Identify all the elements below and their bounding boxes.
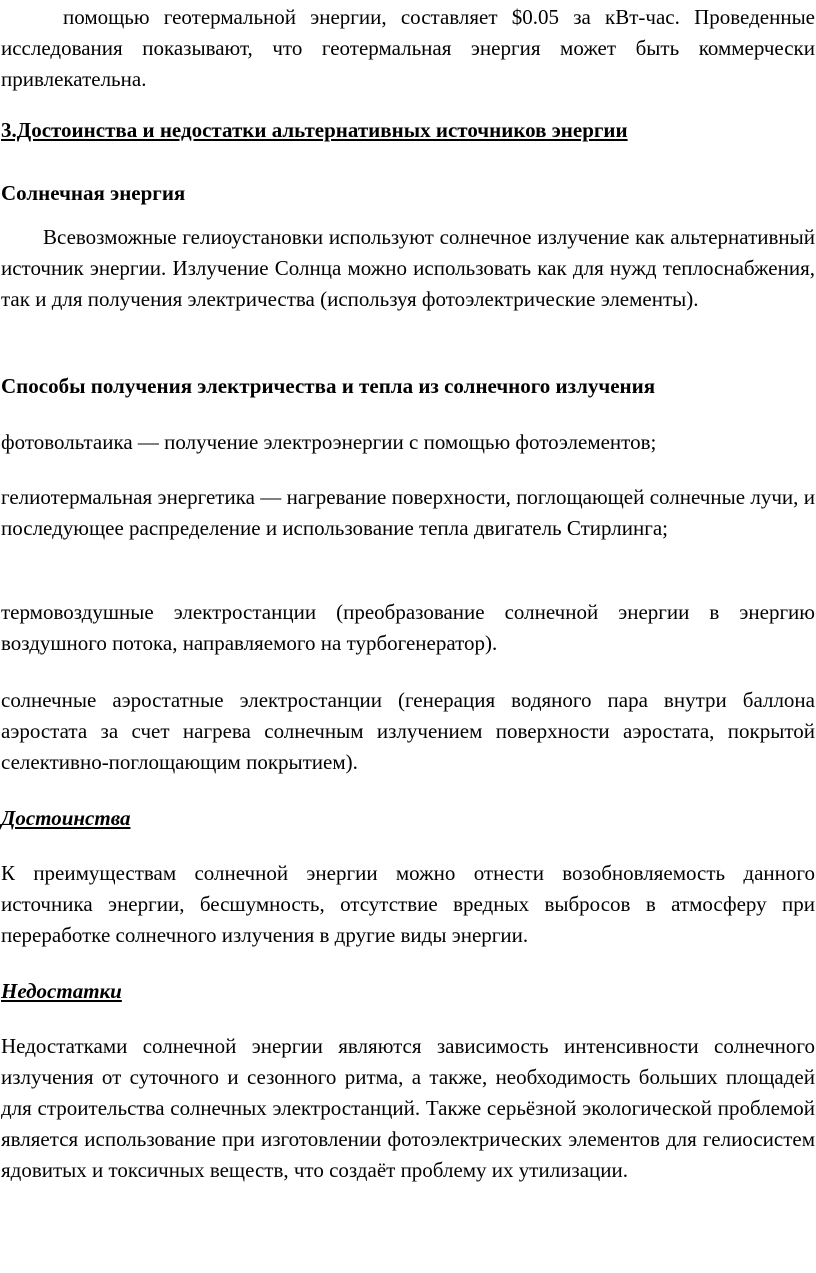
method-item-photovoltaics: фотовольтаика — получение электроэнергии с помощью фотоэлементов; <box>1 430 657 454</box>
methods-heading: Способы получения электричества и тепла из солнечного излучения <box>1 374 656 398</box>
method-item-aerostat: солнечные аэростатные электростанции (генерация водяного пара внутри баллона аэростата за счет нагрева солнечным излучением поверхности аэростата, покрытой селективно-поглощающим покрытием). <box>1 688 815 774</box>
method-item-thermo-air: термовоздушные электростанции (преобразование солнечной энергии в энергию воздушного потока, направляемого на турбогенератор). <box>1 600 815 655</box>
section-heading: 3.Достоинства и недостатки альтернативных источников энергии <box>1 118 628 142</box>
solar-paragraph: Всевозможные гелиоустановки используют солнечное излучение как альтернативный источник энергии. Излучение Солнца можно использовать как для нужд теплоснабжения, так и для получения электричества (используя фотоэлектрические элементы). <box>1 225 815 311</box>
solar-heading: Солнечная энергия <box>1 181 186 205</box>
method-item-heliothermal: гелиотермальная энергетика — нагревание поверхности, поглощающей солнечные лучи, и последующее распределение и использование тепла двигатель Стирлинга; <box>1 485 815 540</box>
intro-paragraph: помощью геотермальной энергии, составляет $0.05 за кВт-час. Проведенные исследования показывают, что геотермальная энергия может быть коммерчески привлекательна. <box>1 5 815 91</box>
disadvantages-heading: Недостатки <box>1 979 122 1003</box>
disadvantages-paragraph: Недостатками солнечной энергии являются зависимость интенсивности солнечного излучения от суточного и сезонного ритма, а также, необходимость больших площадей для строительства солнечных электростанций. Также серьёзной экологической проблемой является использование при изготовлении фотоэлектрических элементов для гелиосистем ядовитых и токсичных веществ, что создаёт проблему их утилизации. <box>1 1034 815 1182</box>
advantages-heading: Достоинства <box>1 806 131 830</box>
advantages-paragraph: К преимуществам солнечной энергии можно отнести возобновляемость данного источника энергии, бесшумность, отсутствие вредных выбросов в атмосферу при переработке солнечного излучения в другие виды энергии. <box>1 861 815 947</box>
